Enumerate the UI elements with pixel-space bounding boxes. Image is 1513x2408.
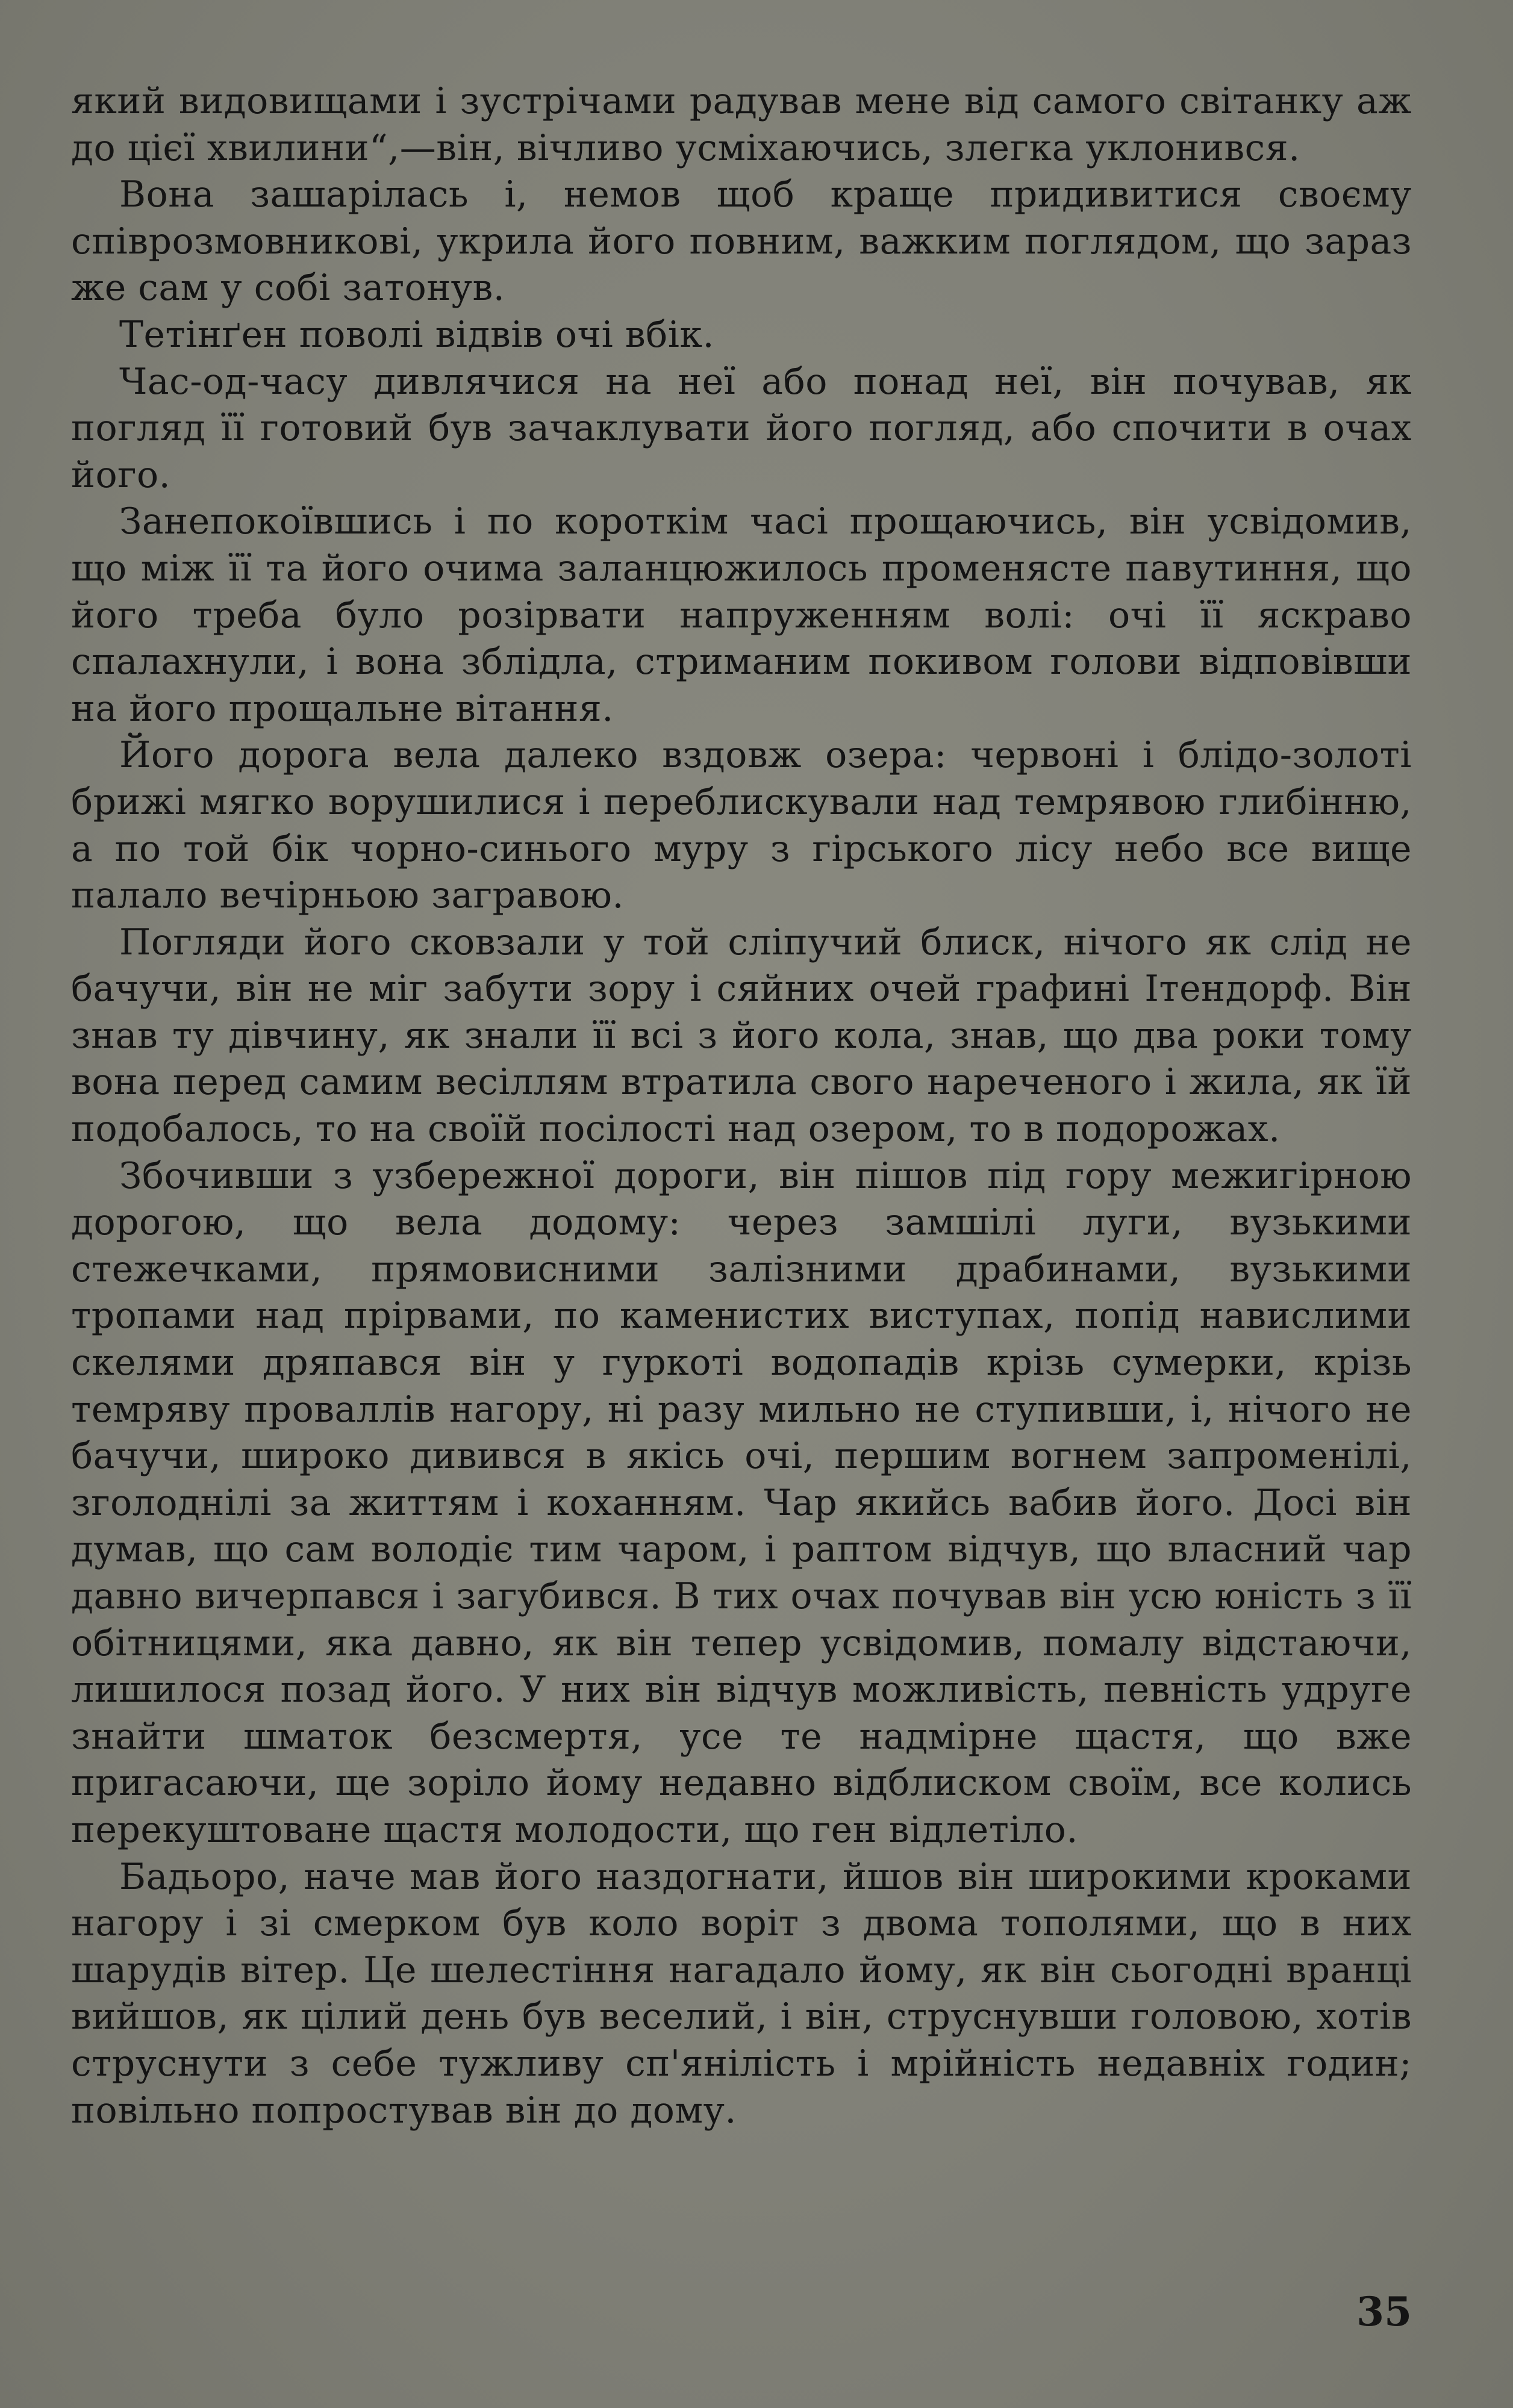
body-text [71, 78, 1412, 2134]
paragraph: Погляди його сковзали у той сліпучий блиск, нічого як слід не бачучи, він не міг забути зору і сяйних очей графині Ітендорф. Він знав ту дівчину, як знали її всі з його кола, знав, що два роки тому вона перед самим весіллям втратила свого нареченого і жила, як їй подобалось, то на своїй посілості над озером, то в подорожах. [71, 921, 1412, 1151]
page-number: 35 [1356, 2288, 1412, 2335]
paragraph: Бадьоро, наче мав його наздогнати, йшов він широкими кроками нагору і зі смерком був коло воріт з двома тополями, що в них шарудів вітер. Це шелестіння нагадало йому, як він сьогодні вранці вийшов, як цілий день був веселий, і він, струснувши головою, хотів струснути з себе тужливу сп'янілість і мрійність недавніх годин; повільно попростував він до дому. [71, 1855, 1412, 2132]
paragraph: Тетінґен поволі відвів очі вбік. [119, 313, 715, 356]
paragraph: Його дорога вела далеко вздовж озера: червоні і блідо-золоті брижі мягко ворушилися і переблискували над темрявою глибінню, а по той бік чорно-синього муру з гірського лісу небо все вище палало вечірньою загравою. [71, 734, 1412, 917]
paragraph: Час-од-часу дивлячися на неї або понад неї, він почував, як погляд її готовий був зачаклувати його погляд, або спочити в очах його. [71, 360, 1412, 496]
paragraph: Занепокоївшись і по короткім часі прощаючись, він усвідомив, що між її та його очима заланцюжилось променясте павутиння, що його треба було розірвати напруженням волі: очі її яскраво спалахнули, і вона зблідла, стриманим покивом голови відповівши на його прощальне вітання. [71, 500, 1412, 730]
paragraph: який видовищами і зустрічами радував мене від самого світанку аж до цієї хвилини“,—він, вічливо усміхаючись, злегка уклонився. [71, 80, 1412, 169]
paragraph: Вона зашарілась і, немов щоб краще придивитися своєму співрозмовникові, укрила його повним, важким поглядом, що зараз же сам у собі затонув. [71, 173, 1412, 310]
paragraph: Збочивши з узбережної дороги, він пішов під гору межигірною дорогою, що вела додому: через замшілі луги, вузькими стежечками, прямовисними залізними драбинами, вузькими тропами над прірвами, по каменистих виступах, попід навислими скелями дряпався він у гуркоті водопадів крізь сумерки, крізь темряву проваллів нагору, ні разу мильно не ступивши, і, нічого не бачучи, широко дивився в якісь очі, першим вогнем запроменілі, зголоднілі за життям і коханням. Чар якийсь вабив його. Досі він думав, що сам володіє тим чаром, і раптом відчув, що власний чар давно вичерпався і загубився. В тих очах почував він усю юність з її обітницями, яка давно, як він тепер усвідомив, помалу відстаючи, лишилося позад його. У них він відчув можливість, певність удруге знайти шматок безсмертя, усе те надмірне щастя, що вже пригасаючи, ще зоріло йому недавно відблиском своїм, все колись перекуштоване щастя молодости, що ген відлетіло. [71, 1154, 1412, 1851]
